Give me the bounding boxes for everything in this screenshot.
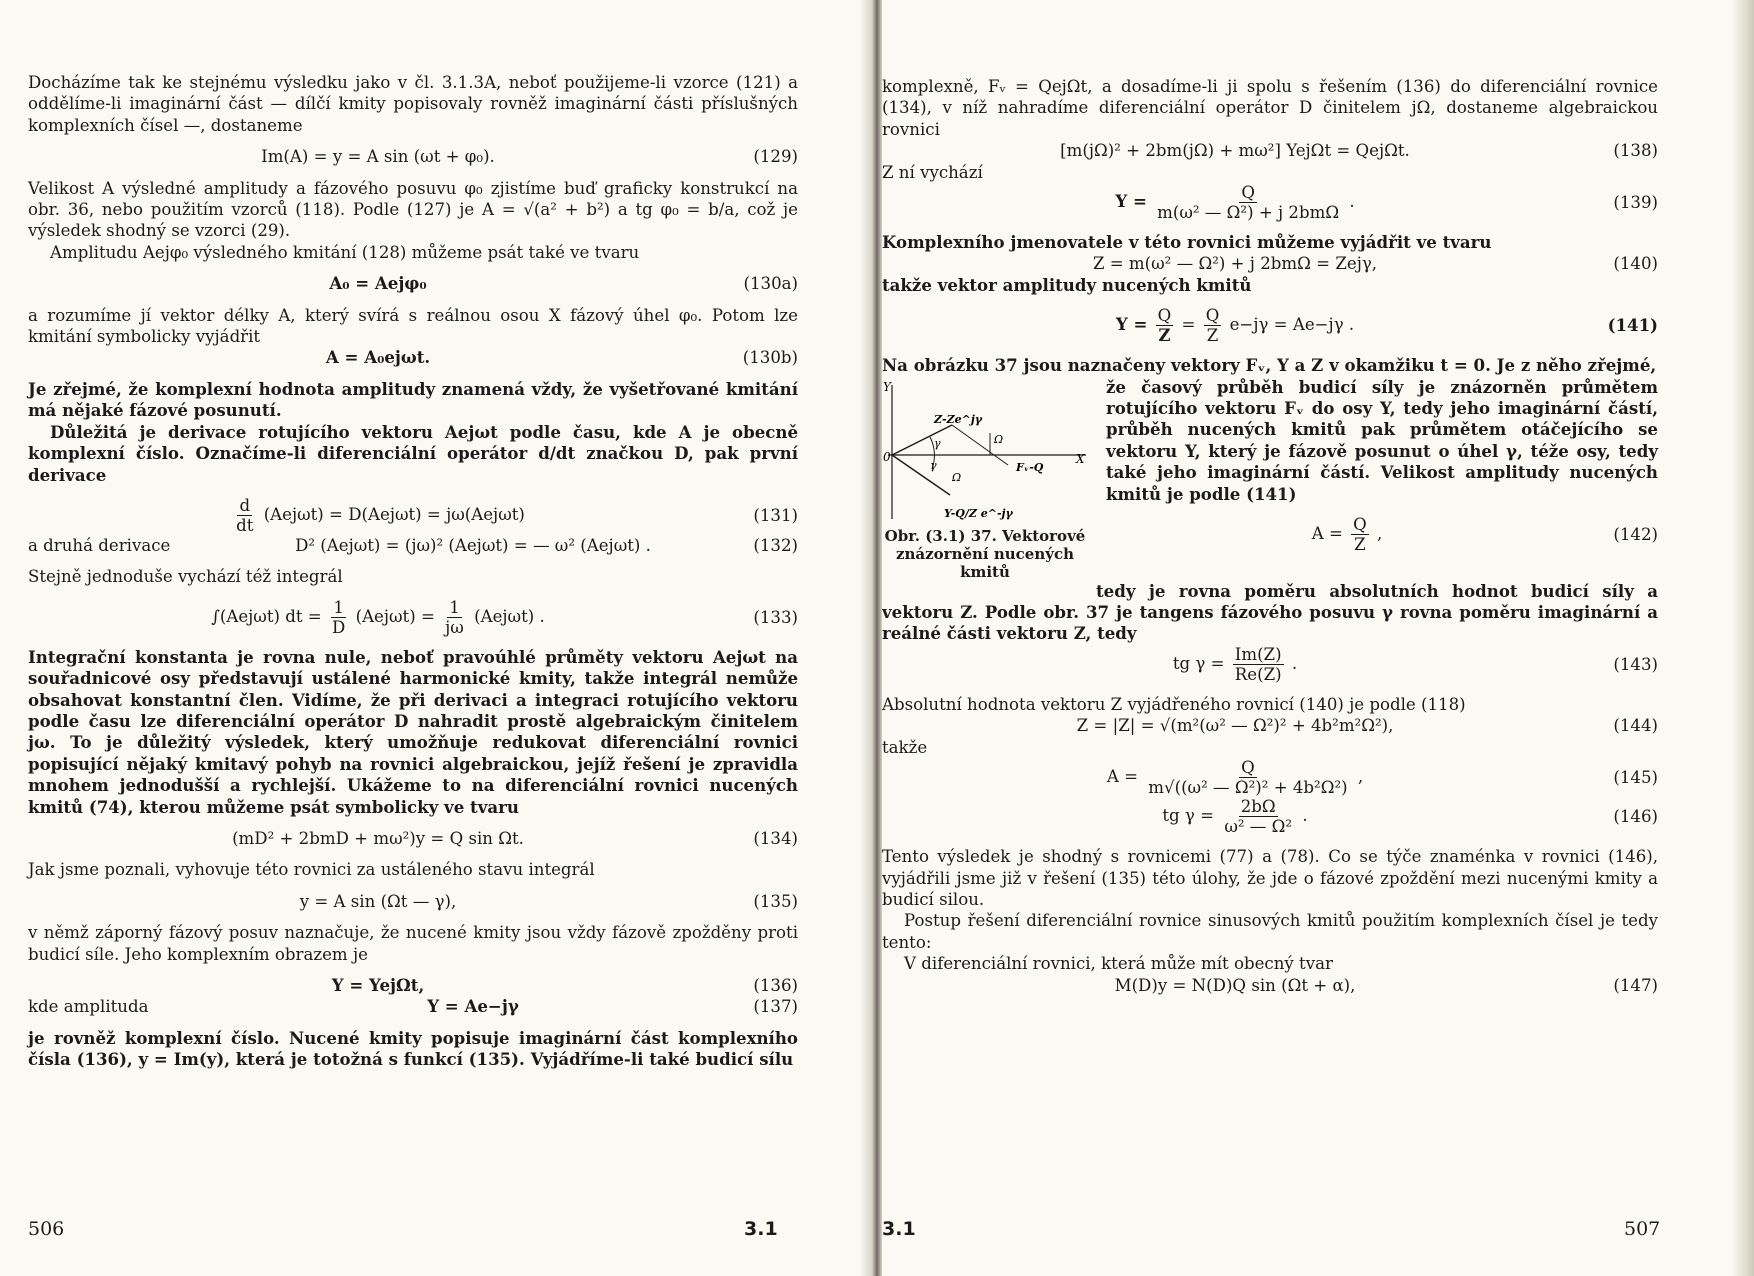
equation-body: A = $\frac{Q}{\text{m√((ω² — Ω²)² + 4b²Ω²)}}$ , [1106,758,1364,798]
equation-number: (135) [753,891,798,911]
paragraph: Je zřejmé, že komplexní hodnota amplitudy znamená vždy, že vyšetřované kmitání má nějaké fázové posunutí. [28,378,798,421]
paragraph: Velikost A výsledné amplitudy a fázového posuvu φ₀ zjistíme buď graficky konstrukcí na obr. 36, nebo použitím vzorců (118). Podle (127) je A = √(a² + b²) a tg φ₀ = b/a, což je výsledek shodný se vzorci (29). [28,178,798,241]
paragraph: komplexně, Fᵥ = QejΩt, a dosadíme-li ji spolu s řešením (136) do diferenciální rovnice (134), v níž nahradíme diferenciální operátor D činitelem jΩ, dostaneme algebraickou rovnici [882,77,1658,139]
equation-body: A = $\frac{Q}{Z}$ , [1311,515,1383,555]
equation-134 [28,828,798,849]
equation-number: (142) [1613,524,1658,544]
equation-body: Y = Ae−jγ [427,996,519,1017]
z-label: Z-Ze^jγ [934,412,983,426]
equation-137 [28,996,798,1017]
z-vector [892,425,952,455]
equation-label: kde amplituda [28,997,149,1017]
equation-number: (145) [1613,767,1658,787]
equation-141 [882,306,1658,345]
equation-body: tg γ = $\frac{2b\Omega}{\text{ω² — Ω²}}$ . [1162,797,1308,837]
omega-label: Ω [994,432,1004,446]
equation-body: M(D)y = N(D)Q sin (Ωt + α), [1114,975,1356,995]
equation-body: A₀ = Aejφ₀ [329,273,427,294]
paragraph: Na obrázku 37 jsou naznačeny vektory Fᵥ, Y a Z v okamžiku t = 0. Je z něho zřejmé, [882,355,1657,376]
equation-number: (132) [753,535,798,555]
equation-146 [882,797,1658,836]
page-edge [1732,0,1754,1276]
paragraph: Komplexního jmenovatele v této rovnici můžeme vyjádřit ve tvaru [882,232,1492,253]
equation-body: $\frac{d}{dt}$ (Aejωt) = D(Aejωt) = jω(Aejωt) [236,495,525,535]
equation-body: ∫(Aejωt) dt = $\frac{1}{D}$ (Aejωt) = $\frac{1}{j\omega}$ (Aejωt) . [211,597,545,637]
equation-number: (137) [753,997,798,1017]
equation-139 [882,183,1658,222]
equation-number: (139) [1613,192,1658,212]
fraction: $\frac{Q}{\text{m(ω² — Ω²) + j 2bmΩ}}$ [1157,183,1340,223]
equation-144 [882,715,1658,736]
paragraph: Integrační konstanta je rovna nule, neboť pravoúhlé průměty vektoru Aejωt na souřadnicové osy představují ustálené harmonické kmity, takže integrál nemůže obsahovat konstantní člen. Vidíme, že při derivaci a integraci rotujícího vektoru podle času lze diferenciální operátor D nahradit prostě algebraickým činitelem jω. To je důležitý výsledek, který umožňuje redukovat diferenciální rovnici popisující nějaký kmitavý pohyb na rovnici algebraickou, jejíž řešení je zpravidla mnohem jednodušší a rychlejší. Ukážeme to na diferenciální rovnici nucených kmitů (74), kterou můžeme psát symbolicky ve tvaru [28,646,798,817]
equation-body: tg γ = $\frac{Im(Z)}{Re(Z)}$ . [1172,644,1298,684]
equation-body: Y = $\frac{Q}{Z}$ = $\frac{Q}{Z}$ e−jγ = Ae−jγ . [1115,306,1355,346]
equation-143 [882,645,1658,684]
equation-body: A = A₀ejωt. [325,347,431,368]
equation-number: (140) [1613,254,1658,274]
omega-label-2: Ω [952,470,962,484]
fraction: $\frac{d}{dt}$ [236,495,254,535]
equation-135 [28,891,798,912]
fraction: $\frac{2b\Omega}{\text{ω² — Ω²}}$ [1224,797,1293,837]
equation-number: (143) [1613,654,1658,674]
fraction: $\frac{Q}{Z}$ [1353,515,1367,555]
fraction: $\frac{Q}{Z}$ [1205,306,1220,346]
equation-body: [m(jΩ)² + 2bm(jΩ) + mω²] YejΩt = QejΩt. [1060,141,1410,161]
equation-number: (141) [1607,315,1658,336]
section-number: 3.1 [744,1218,778,1240]
paragraph: V diferenciální rovnici, která může mít obecný tvar [904,954,1333,974]
equation-number: (131) [753,505,798,525]
figure-side-text [1106,377,1658,581]
equation-body: y = A sin (Ωt — γ), [299,891,457,911]
equation-number: (130b) [742,348,798,368]
equation-130a [28,273,798,294]
equation-number: (147) [1613,975,1658,995]
figure-block [882,377,1658,581]
paragraph: Z ní vychází [882,162,983,182]
right-page [882,0,1754,1276]
equation-body: Y = YejΩt, [331,975,425,995]
equation-body: Im(A) = y = A sin (ωt + φ₀). [261,147,495,167]
fv-label: Fᵥ-Q [1016,460,1044,474]
equation-number: (138) [1613,141,1658,161]
equation-129 [28,146,798,167]
left-page [0,0,872,1276]
equation-number: (130a) [743,274,798,294]
equation-132 [28,535,798,556]
yv-label: Y-Q/Z e^-jγ [944,506,1013,520]
paragraph: Absolutní hodnota vektoru Z vyjádřeného rovnicí (140) je podle (118) [882,694,1466,714]
page-number: 506 [28,1218,65,1240]
equation-133 [28,598,798,637]
fraction: $\frac{Im(Z)}{Re(Z)}$ [1234,644,1282,684]
equation-142 [1106,515,1658,554]
paragraph: v němž záporný fázový posuv naznačuje, že nucené kmity jsou vždy fázově zpožděny proti budicí síle. Jeho komplexním obrazem je [28,923,798,964]
paragraph: Důležitá je derivace rotujícího vektoru Aejωt podle času, kde A je obecně komplexní číslo. Označíme-li diferenciální operátor d/dt značkou D, pak první derivace [28,421,798,485]
equation-number: (144) [1613,716,1658,736]
equation-body: Z = |Z| = √(m²(ω² — Ω²)² + 4b²m²Ω²), [1076,716,1394,736]
paragraph: Stejně jednoduše vychází též integrál [28,567,343,587]
equation-number: (133) [753,607,798,627]
equation-136 [28,975,798,996]
axis-label-x: X [1076,451,1085,466]
equation-body: D² (Aejωt) = (jω)² (Aejωt) = — ω² (Aejωt) . [295,535,651,555]
equation-number: (129) [753,147,798,167]
axis-label-y: Y [883,379,891,394]
equation-145 [882,758,1658,797]
paragraph: a rozumíme jí vektor délky A, který svírá s reálnou osou X fázový úhel φ₀. Potom lze kmitání symbolicky vyjádřit [28,305,798,347]
left-text-column [28,72,798,1071]
section-number: 3.1 [882,1218,916,1240]
fraction: $\frac{Q}{\text{m√((ω² — Ω²)² + 4b²Ω²)}}$ [1148,758,1348,798]
equation-number: (136) [753,976,798,995]
fraction: $\frac{1}{D}$ [332,597,346,637]
paragraph: Tento výsledek je shodný s rovnicemi (77) a (78). Co se týče znaménka v rovnici (146), vyjádřili jsme již v řešení (135) této úlohy, že jde o fázové zpoždění mezi nucenými kmity a budicí silou. [882,847,1658,909]
paragraph: tedy je rovna poměru absolutních hodnot budicí síly a vektoru Z. Podle obr. 37 je tangens fázového posuvu γ rovna poměru imaginární a reálné části vektoru Z, tedy [882,580,1658,644]
equation-label: a druhá derivace [28,535,171,555]
equation-body: Z = m(ω² — Ω²) + j 2bmΩ = Zejγ, [1092,254,1378,274]
vector-diagram [882,377,1088,527]
origin-label: 0 [883,449,891,464]
y-vector [892,455,950,495]
paragraph: Postup řešení diferenciální rovnice sinusových kmitů použitím komplexních čísel je tedy tento: [882,911,1658,952]
paragraph: Amplitudu Aejφ₀ výsledného kmitání (128) můžeme psát také ve tvaru [50,242,640,262]
equation-number: (134) [753,828,798,848]
fraction: $\frac{1}{j\omega}$ [445,597,464,637]
figure-37 [882,377,1088,581]
equation-130b [28,347,798,368]
equation-number: (146) [1613,806,1658,826]
equation-body: Y = $\frac{Q}{\text{m(ω² — Ω²) + j 2bmΩ}}$ . [1115,183,1355,223]
paragraph: takže [882,737,928,757]
figure-caption: Obr. (3.1) 37. Vektorové znázornění nucených kmitů [884,526,1086,581]
paragraph: že časový průběh budicí síly je znázorněn průmětem rotujícího vektoru Fᵥ do osy Y, tedy jeho imaginární částí, průběh nucených kmitů pak průmětem otáčejícího se vektoru Y, který je fázově posunut o úhel γ, téže osy, tedy také jeho imaginární částí. Velikost amplitudy nucených kmitů je podle (141) [1106,376,1658,504]
equation-body: (mD² + 2bmD + mω²)y = Q sin Ωt. [232,828,524,848]
fraction: $\frac{Q}{Z}$ [1157,306,1172,346]
equation-138 [882,140,1658,161]
gamma-label: γ [934,436,941,450]
page-number: 507 [1624,1218,1661,1240]
equation-147 [882,975,1658,996]
equation-131 [28,496,798,535]
paragraph: Docházíme tak ke stejnému výsledku jako v čl. 3.1.3A, neboť použijeme-li vzorce (121) a oddělíme-li imaginární část — dílčí kmity popisovaly rovněž imaginární části příslušných komplexních čísel —, dostaneme [28,73,798,135]
paragraph: Jak jsme poznali, vyhovuje této rovnici za ustáleného stavu integrál [28,860,595,880]
equation-140 [882,253,1658,274]
paragraph: je rovněž komplexní číslo. Nucené kmity popisuje imaginární část komplexního čísla (136), y = Im(y), která je totožná s funkcí (135). Vyjádříme-li také budicí sílu [28,1027,798,1070]
gamma-label-2: γ [930,458,937,472]
right-text-column [882,76,1658,996]
paragraph: takže vektor amplitudy nucených kmitů [882,274,1252,295]
